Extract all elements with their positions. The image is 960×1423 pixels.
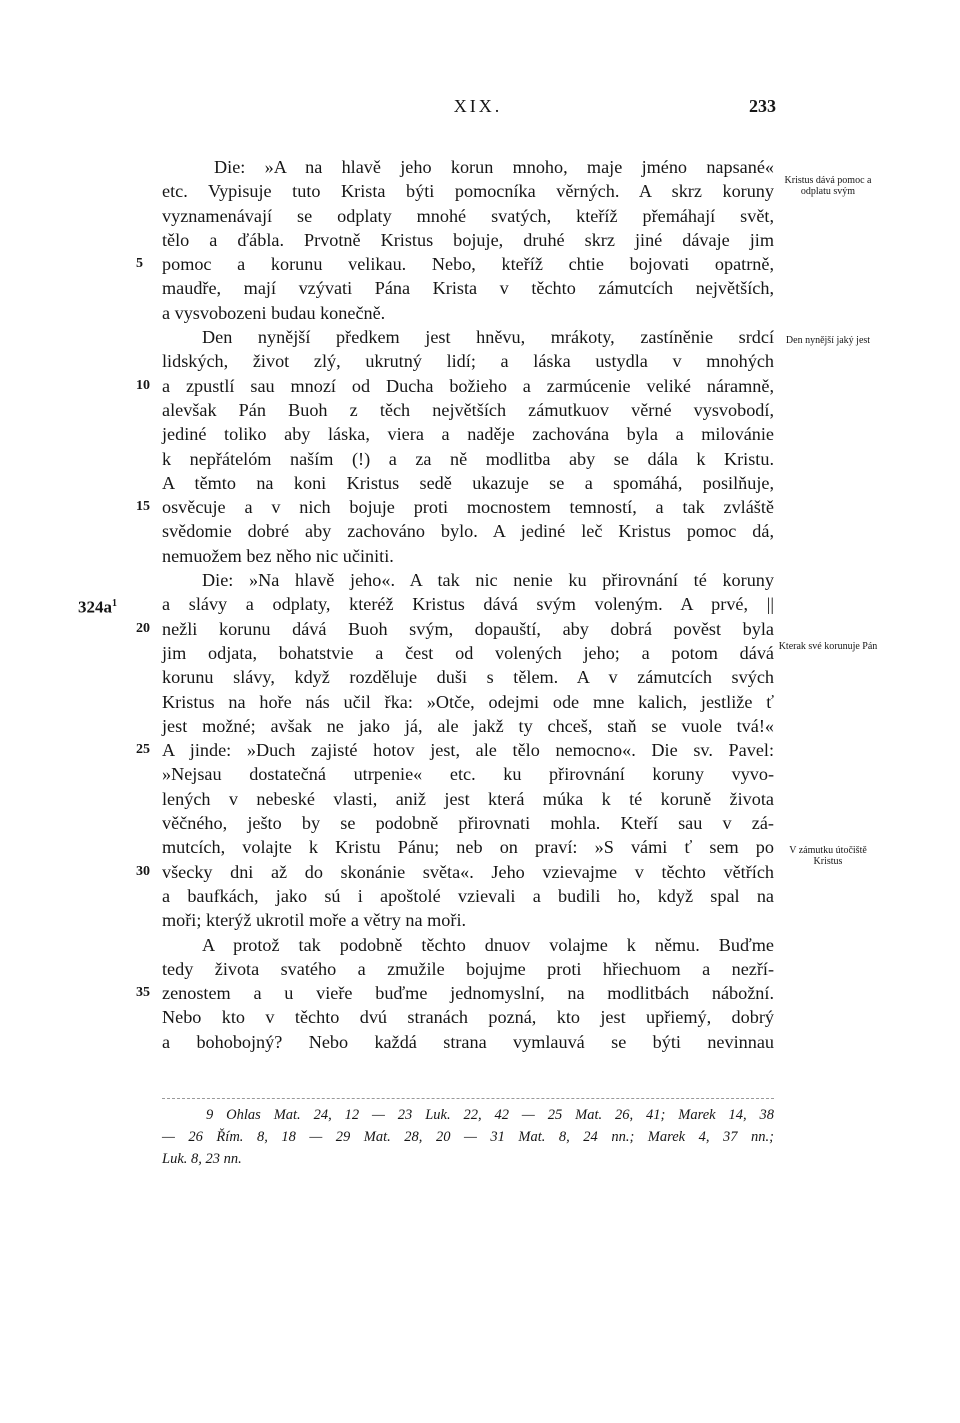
- margin-note: Kterak své korunuje Pán: [778, 641, 878, 652]
- text-line: [162, 957, 774, 981]
- text-line: [162, 471, 774, 495]
- text-line: [162, 204, 774, 228]
- line-text: A jinde: »Duch zajisté hotov jest, ale tělo nemocno«. Die sv. Pavel:: [162, 740, 774, 761]
- chapter-heading: XIX.: [453, 96, 503, 116]
- margin-note: V zámutku útočiště Kristus: [789, 845, 867, 867]
- text-line: [162, 933, 774, 957]
- line-text: Die: »A na hlavě jeho korun mnoho, maje jméno napsané«: [214, 157, 774, 177]
- text-line: [162, 641, 774, 665]
- line-text: jediné toliko aby láska, viera a naděje zachována byla a milovánie: [162, 424, 774, 445]
- text-line: [162, 835, 774, 859]
- text-line: [162, 1030, 774, 1054]
- line-number: 10: [136, 377, 150, 393]
- line-number: 5: [136, 256, 143, 272]
- text-line: [162, 568, 774, 592]
- line-text: mutcích, volajte k Kristu Pánu; neb on praví: »S vámi ť sem po: [162, 837, 774, 858]
- page-number: 233: [749, 96, 776, 116]
- line-number: 25: [136, 742, 150, 758]
- line-text: nemuožem bez něho nic učiniti.: [162, 545, 394, 566]
- footnote-line: 9 Ohlas Mat. 24, 12 — 23 Luk. 22, 42 — 25 Mat. 26, 41; Marek 14, 38: [206, 1107, 774, 1123]
- text-line: [162, 155, 774, 179]
- line-text: tedy života svatého a zmužile bojujme proti hřiechuom a nezří-: [162, 958, 774, 979]
- text-line: [136, 738, 774, 762]
- text-line: [162, 179, 774, 203]
- line-text: a bohobojný? Nebo každá strana vymlauvá se býti nevinnau: [162, 1031, 774, 1052]
- line-text: zenostem a u vieře buďme jednomyslní, na modlitbách nábožní.: [162, 983, 774, 1004]
- line-text: všecky dni až do skonánie světa«. Jeho vzievajme v těchto větřích: [162, 861, 774, 882]
- text-line: [78, 592, 774, 617]
- text-line: [162, 714, 774, 738]
- footnote-line: Luk. 8, 23 nn.: [162, 1151, 242, 1167]
- line-text: Nebo kto v těchto dvú stranách pozná, kto jest upřiemý, dobrý: [162, 1007, 774, 1028]
- line-text: jest možné; avšak ne jako já, ale jakž ty chceš, staň se vuole tvá!«: [162, 715, 774, 736]
- line-number: 30: [136, 863, 150, 879]
- text-line: [162, 544, 774, 568]
- line-text: a vysvobozeni budau konečně.: [162, 302, 386, 323]
- line-text: moři; kterýž ukrotil moře a větry na moři.: [162, 910, 467, 931]
- line-text: pomoc a korunu velikau. Nebo, kteříž chtie bojovati opatrně,: [162, 254, 774, 275]
- line-number: 35: [136, 985, 150, 1001]
- text-line: [162, 884, 774, 908]
- margin-note: Den nynější jaký jest: [785, 335, 871, 346]
- text-line: [162, 447, 774, 471]
- page-header: [0, 96, 960, 126]
- text-line: [162, 422, 774, 446]
- main-text: [78, 155, 774, 1054]
- text-line: [162, 325, 774, 349]
- line-number: 15: [136, 499, 150, 515]
- text-line: [136, 495, 774, 519]
- text-line: [136, 374, 774, 398]
- text-line: [136, 617, 774, 641]
- text-line: [162, 908, 774, 932]
- line-text: maudře, mají vzývati Pána Krista v těchto zámutcích největších,: [162, 278, 774, 299]
- text-line: [162, 228, 774, 252]
- text-line: [162, 811, 774, 835]
- text-line: [162, 665, 774, 689]
- line-text: a baufkách, jako sú i apoštolé vzievali a budili ho, když spal na: [162, 885, 774, 906]
- text-line: [162, 301, 774, 325]
- text-line: [162, 349, 774, 373]
- text-line: [162, 690, 774, 714]
- line-text: Die: »Na hlavě jeho«. A tak nic nenie ku přirovnání té koruny: [202, 570, 774, 591]
- text-line: [162, 762, 774, 786]
- line-text: A protož tak podobně těchto dnuov volajme k němu. Buďme: [202, 934, 774, 955]
- line-text: vyznamenávají se odplaty mnohé svatých, kteříž přemáhají svět,: [162, 205, 774, 226]
- text-line: [162, 787, 774, 811]
- line-text: svědomie dobré aby zachováno bylo. A jediné leč Kristus pomoc dá,: [162, 521, 774, 542]
- line-number: 20: [136, 620, 150, 636]
- line-text: lidských, život zlý, ukrutný lidí; a láska ustydla v mnohých: [162, 351, 774, 372]
- text-line: [136, 252, 774, 276]
- line-text: a zpustlí sau mnozí od Ducha božieho a zarmúcenie veliké náramně,: [162, 375, 774, 396]
- line-text: A těmto na koni Kristus sedě ukazuje se a spomáhá, posilňuje,: [162, 472, 774, 493]
- line-text: etc. Vypisuje tuto Krista býti pomocníka věrných. A skrz koruny: [162, 181, 774, 202]
- text-line: [136, 981, 774, 1005]
- text-line: [162, 276, 774, 300]
- line-text: lených v nebeské vlasti, aniž jest která múka k té koruně života: [162, 788, 774, 809]
- line-text: a slávy a odplaty, kteréž Kristus dává svým voleným. A prvé, ||: [162, 594, 774, 615]
- margin-note: Kristus dává pomoc a odplatu svým: [784, 175, 872, 197]
- line-text: »Nejsau dostatečná utrpenie« etc. ku přirovnání koruny vyvo-: [162, 764, 774, 785]
- line-text: věčného, ješto by se podobně přirovnati mohla. Kteří sau v zá-: [162, 813, 774, 834]
- text-line: [162, 398, 774, 422]
- text-line: [162, 1005, 774, 1029]
- line-text: osvěcuje a v nich bojuje proti mocnostem temností, a tak zvláště: [162, 497, 774, 518]
- footnote-line: — 26 Řím. 8, 18 — 29 Mat. 28, 20 — 31 Mat. 8, 24 nn.; Marek 4, 37 nn.;: [162, 1129, 774, 1145]
- text-line: [162, 519, 774, 543]
- line-text: Kristus na hoře nás učil řka: »Otče, odejmi ode mne kalich, jestliže ť: [162, 691, 774, 712]
- line-text: korunu slávy, když rozděluje duši s tělem. A v zámutcích svých: [162, 667, 774, 688]
- footnotes: [162, 1104, 774, 1170]
- line-text: nežli korunu dává Buoh svým, dopauští, aby dobrá pověst byla: [162, 618, 774, 639]
- line-text: alevšak Pán Buoh z těch největších zámutkuov věrné vysvobodí,: [162, 399, 774, 420]
- footnote-divider: [162, 1098, 774, 1099]
- text-line: [136, 860, 774, 884]
- line-text: k nepřátelóm naším (!) a za ně modlitba aby se dála k Kristu.: [162, 448, 774, 469]
- line-text: jim odjata, bohatstvie a čest od volených jeho; a potom dává: [162, 642, 774, 663]
- folio-mark: $324a^1$: [78, 598, 117, 617]
- line-text: tělo a ďábla. Prvotně Kristus bojuje, druhé skrz jiné dávaje jim: [162, 229, 774, 250]
- line-text: Den nynější předkem jest hněvu, mrákoty, zastíněnie srdcí: [202, 327, 774, 348]
